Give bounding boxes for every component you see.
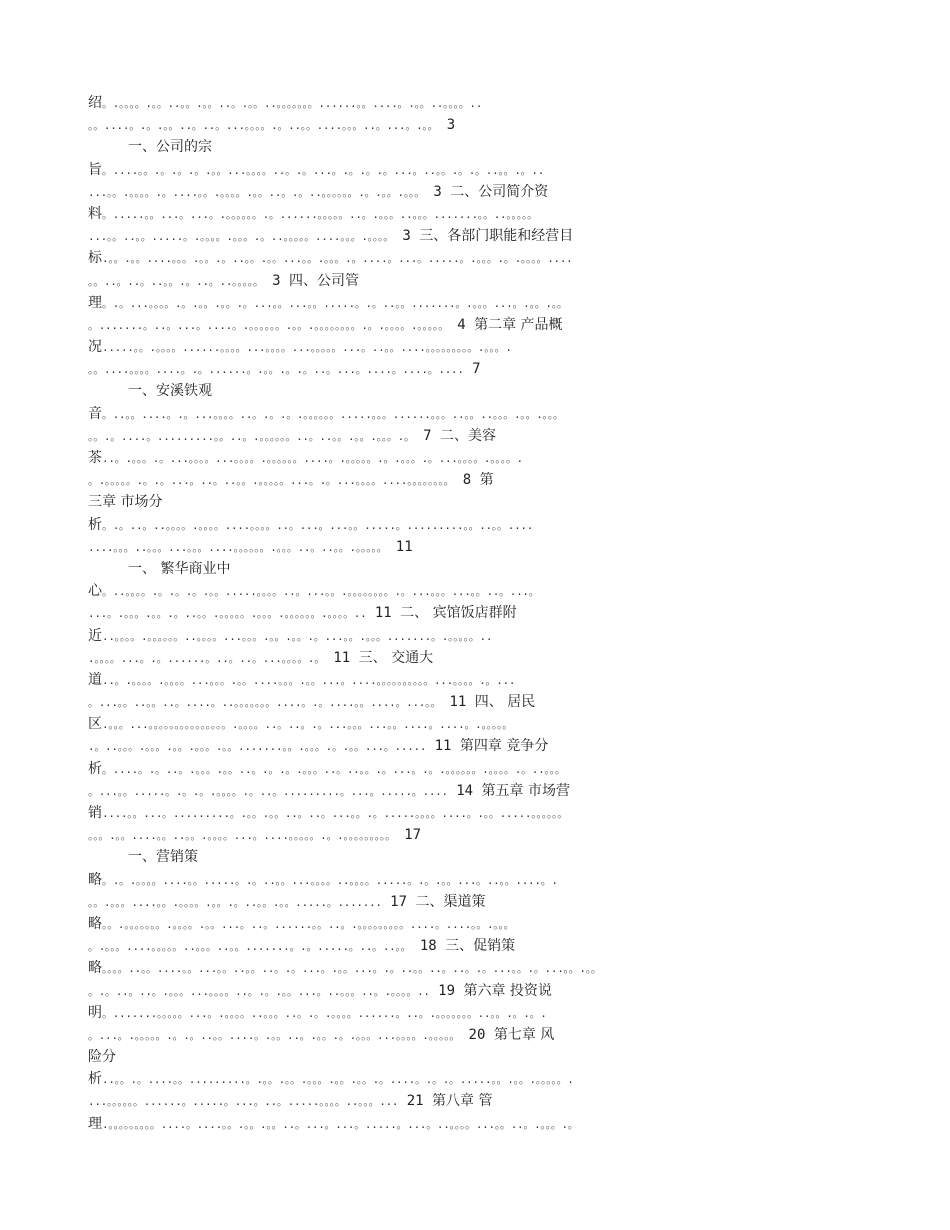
toc-page-number: 17: [404, 827, 422, 844]
toc-line: [88, 114, 858, 136]
toc-leader-dots: .....。。.。。。。......。。。。...。。。。...。。。。。...。..。。....。。。。。。。。。.。。。.: [102, 341, 512, 355]
toc-line: [88, 380, 858, 402]
toc-entry-title: 音: [88, 405, 102, 422]
toc-leader-dots: 。.。..。..。。。。.。。。。....。。。。..。...。...。。.....。.........。。..。。....: [102, 518, 534, 532]
toc-leader-dots: .。。。。。。。。。....。....。。.。。.。。..。...。...。.....。...。..。。。。...。。..。.。。。.。: [102, 1117, 579, 1131]
toc-line: [88, 1090, 858, 1112]
toc-line: [88, 514, 858, 536]
toc-leader-dots: 。..。。....。.。...。。。。..。.。.。.。。。。。。.....。。。......。。。..。。..。。。.。。.。。。: [102, 407, 564, 421]
toc-leader-dots: 。.。。。....。。。。。..。。。..。。.......。.。.....。..。..。。: [88, 940, 412, 954]
toc-leader-dots: ...。。..。。.....。.。。。。.。。。.。..。。。。。....。。。.。。。。: [88, 230, 394, 244]
toc-line: [88, 869, 858, 891]
toc-entry-title: 一、公司的宗: [128, 139, 212, 156]
toc-leader-dots: ....。。...。.........。.。。.。。..。..。...。。.。.....。。。。....。.。。.....。。。。。。: [102, 807, 568, 820]
toc-leader-dots: 。.......。..。...。....。.。。。。。。.。。.。。。。。。。。.。.。。。。.。。。。。: [88, 318, 449, 332]
toc-leader-dots: 。.。...。。。。.。.。。.。。.。...。。...。。.....。.。..。。.......。.。。。...。.。。.。。: [102, 296, 568, 310]
toc-line: [88, 735, 858, 757]
toc-entry-title: 道: [88, 671, 102, 688]
toc-entry-title: 第七章 风: [493, 1026, 555, 1043]
toc-leader-dots: ...。。。。。。......。.....。...。..。.....。。。。..。。。...: [88, 1095, 399, 1109]
toc-entry-title: 旨: [88, 161, 102, 178]
toc-line: [88, 314, 858, 336]
toc-entry-title: 况: [88, 339, 102, 356]
toc-line: [88, 758, 858, 780]
toc-leader-dots: ..。。.。....。。.........。.。。.。。.。。。.。。.。。.。....。.。.。.....。。.。。.。。。。。.: [102, 1073, 574, 1087]
toc-line: [88, 891, 858, 913]
toc-line: [88, 247, 858, 269]
toc-line: [88, 824, 858, 846]
toc-line: [88, 1046, 858, 1068]
toc-line: [88, 447, 858, 469]
toc-entry-title: 第五章 市场营: [481, 782, 570, 799]
toc-leader-dots: 。..。。。。.。.。.。.。。.....。。。。..。...。。.。。。。。。。。.。...。。。...。。..。...。: [102, 585, 540, 599]
toc-leader-dots: ...。。.。。。。.。....。。.。。。。.。。..。.。..。。。。。。.。.。。.。。。: [88, 185, 425, 199]
toc-page-number: 18: [419, 938, 437, 955]
toc-line: [88, 159, 858, 181]
toc-entry-title: 理: [88, 294, 102, 311]
toc-entry-title: 区: [88, 716, 102, 733]
toc-leader-dots: .。。.。。....。。。.。。.。..。。.。。...。。.。。。.。....。...。.....。.。。。.。.。。。。....: [102, 252, 573, 266]
toc-entry-title: 三、促销策: [445, 938, 516, 955]
toc-entry-title: 三章 市场分: [88, 494, 163, 511]
toc-line: [88, 136, 858, 158]
toc-leader-dots: 。.。。。。。.。.。...。..。..。。.。。。。。...。.。...。。。。....。。。。。。。。: [88, 474, 455, 488]
toc-leader-dots: 。。。.。。....。。..。。.。。。。...。....。。。。。.。.。。。。。。。。。: [88, 829, 396, 843]
toc-entry-title: 二、渠道策: [415, 893, 486, 910]
toc-line: [88, 491, 858, 513]
toc-line: [88, 1002, 858, 1024]
toc-line: [88, 203, 858, 225]
toc-entry-title: 理: [88, 1115, 102, 1132]
toc-line: [88, 536, 858, 558]
toc-entry-title: 四、公司管: [288, 272, 359, 289]
toc-leader-dots: 。.。。。。.。。..。。.。。..。.。。..。。。。。。。......。。....。.。。..。。。。..: [102, 97, 483, 110]
toc-page-number: 3: [272, 272, 281, 289]
toc-line: [88, 691, 858, 713]
toc-line: [88, 181, 858, 203]
toc-leader-dots: 。。....。.。.。。..。..。...。。。。.。..。。....。。。..。...。.。。: [88, 119, 439, 133]
toc-leader-dots: ...。.。。。.。。.。..。。.。。。。。.。。。.。。。。。。.。。。。..: [88, 607, 367, 621]
toc-entry-title: 一、 繁华商业中: [128, 560, 231, 577]
toc-line: [88, 647, 858, 669]
toc-page-number: 11: [434, 738, 452, 755]
toc-entry-title: 二、 宾馆饭店群附: [400, 605, 517, 622]
toc-leader-dots: ..。。。。.。。。。。。..。。。。...。。。.。。.。。.。...。。.。。。.......。.。。。。。..: [102, 629, 493, 643]
toc-line: [88, 1068, 858, 1090]
toc-leader-dots: 。。..。..。..。。.。..。..。。。。。: [88, 274, 264, 288]
toc-page-number: 11: [333, 649, 351, 666]
toc-entry-title: 第八章 管: [432, 1093, 493, 1110]
toc-entry-title: 近: [88, 627, 102, 644]
toc-leader-dots: 。.....。。...。...。.。。。。。。.。......。。。。。..。.。。。..。。。.......。。..。。。。。: [102, 207, 538, 221]
toc-entry-title: 四、 居民: [474, 694, 536, 711]
toc-page-number: 7: [423, 427, 432, 444]
toc-leader-dots: ..。.。。。.。...。。。。...。。。。.。。。。。。....。.。。。。。.。.。。。.。...。。。。.。。。。.: [102, 452, 523, 465]
toc-entry-title: 标: [88, 250, 102, 267]
toc-line: [88, 913, 858, 935]
toc-leader-dots: 。。.。....。.........。。..。.。。。。。。..。..。。.。。.。。。.。: [88, 429, 415, 443]
toc-line: [88, 580, 858, 602]
toc-line: [88, 225, 858, 247]
toc-line: [88, 625, 858, 647]
toc-leader-dots: 。...。。.....。.。.。.。。。。.。..。.........。...。.....。....: [88, 784, 448, 798]
toc-entry-title: 一、营销策: [128, 849, 198, 866]
toc-leader-dots: .。..。。。.。。。.。。.。。。.。。.......。。.。。。.。.。。...。.....: [88, 740, 427, 754]
toc-entry-title: 二、公司简介资: [450, 183, 549, 200]
toc-entry-title: 三、 交通大: [358, 649, 434, 666]
toc-page-number: 20: [468, 1026, 486, 1043]
toc-entry-title: 略: [88, 871, 102, 888]
toc-line: [88, 713, 858, 735]
toc-page-number: 19: [438, 982, 456, 999]
toc-line: [88, 558, 858, 580]
toc-entry-title: 销: [88, 805, 102, 821]
toc-page-number: 14: [456, 782, 474, 799]
toc-entry-title: 险分: [88, 1049, 116, 1066]
toc-entry-title: 析: [88, 516, 102, 533]
toc-entry-title: 绍: [88, 95, 102, 111]
toc-page-number: 3: [446, 117, 456, 134]
toc-entry-title: 析: [88, 1071, 102, 1088]
toc-entry-title: 析: [88, 760, 102, 777]
toc-line: [88, 935, 858, 957]
toc-entry-title: 茶: [88, 450, 102, 466]
toc-leader-dots: 。....。。.。.。.。.。。...。。。。..。.。...。.。.。.。...。..。。.。.。..。。.。..: [102, 163, 545, 177]
toc-leader-dots: 。...。。..。。..。....。..。。。。。。。....。.。....。。....。...。。: [88, 696, 442, 710]
toc-line: [88, 469, 858, 491]
toc-page-number: 8: [462, 472, 472, 489]
toc-page-number: 3: [433, 183, 442, 200]
toc-page-number: 17: [390, 893, 408, 910]
toc-line: [88, 270, 858, 292]
toc-page-number: 7: [472, 361, 481, 378]
toc-entry-title: 第二章 产品概: [474, 316, 563, 333]
toc-leader-dots: 。.。..。..。.。。。...。。。。..。.。.。。...。..。。。..。.。。。。..: [88, 984, 430, 998]
toc-line: [88, 358, 858, 380]
toc-page-number: 3: [402, 228, 411, 245]
toc-leader-dots: 。。....。。。。....。.。......。.。。.。.。..。...。....。....。....: [88, 363, 464, 377]
toc-entry-title: 一、安溪铁观: [128, 383, 212, 400]
toc-page-number: 11: [374, 605, 392, 622]
toc-line: [88, 957, 858, 979]
toc-leader-dots: 。...。.。。。。。.。.。..。。....。.。。..。.。。.。.。。。...。。。。.。。。。。: [88, 1028, 461, 1042]
toc-line: [88, 1113, 858, 1135]
toc-line: [88, 425, 858, 447]
toc-entry-title: 略: [88, 960, 102, 977]
toc-leader-dots: ....。。。..。。。...。。。....。。。。。。.。。。..。..。。.。。。。。: [88, 540, 388, 554]
toc-page-number: 11: [395, 538, 413, 555]
toc-leader-dots: .。。。。...。.。......。..。..。...。。。。.。: [88, 651, 325, 665]
toc-entry-title: 第: [479, 472, 494, 489]
toc-line: [88, 846, 858, 868]
toc-line: [88, 802, 858, 824]
toc-leader-dots: 。.......。。。。。...。.。。。。..。。。..。.。.。。。。......。..。.。。。。。。。..。。.。.。.: [102, 1006, 547, 1020]
table-of-contents: [88, 92, 858, 1135]
toc-entry-title: 料: [88, 205, 102, 222]
toc-line: [88, 669, 858, 691]
toc-leader-dots: 。。.。。。....。。.。。。。.。。.。..。。.。。.....。.......: [88, 895, 382, 909]
toc-entry-title: 明: [88, 1004, 102, 1021]
toc-page-number: 11: [449, 694, 467, 711]
toc-leader-dots: 。....。.。..。.。。。.。。..。.。.。.。。。..。..。。.。...。.。.。。。。。。.。。。。.。..。。。: [102, 762, 566, 776]
toc-line: [88, 403, 858, 425]
toc-line: [88, 92, 858, 114]
toc-line: [88, 602, 858, 624]
toc-entry-title: 二、美容: [439, 427, 496, 444]
toc-leader-dots: 。。.。。。。。。。.。。。。.。。...。..。......。。..。.。。。。。。。。。....。....。。.。。。: [102, 917, 515, 931]
toc-line: [88, 292, 858, 314]
toc-page-number: 4: [457, 316, 466, 333]
toc-line: [88, 980, 858, 1002]
toc-page-number: 21: [406, 1093, 424, 1110]
toc-line: [88, 1024, 858, 1046]
toc-entry-title: 三、各部门职能和经营目: [419, 228, 574, 245]
toc-entry-title: 略: [88, 915, 102, 932]
toc-leader-dots: 。。。。..。。....。。...。。..。。..。.。...。.。。...。.。..。。..。..。.。...。。.。...。。.。。: [102, 962, 602, 976]
toc-entry-title: 第四章 竞争分: [459, 738, 549, 755]
toc-leader-dots: .。。。...。。。。。。。。。。。。。。。.。。。。..。..。.。...。。。...。。....。....。.。。。。。: [102, 718, 513, 732]
toc-entry-title: 心: [88, 583, 102, 600]
toc-entry-title: 第六章 投资说: [463, 982, 552, 999]
toc-leader-dots: ..。.。。。。.。。。。...。。。.。。....。。。.。。...。....。。。。。。。。。。...。。。。.。...: [102, 673, 516, 687]
toc-line: [88, 780, 858, 802]
toc-line: [88, 336, 858, 358]
toc-leader-dots: 。.。.。。。。....。。.....。.。..。。...。。。。..。。。。.....。.。.。。...。..。。....。.: [102, 873, 558, 887]
